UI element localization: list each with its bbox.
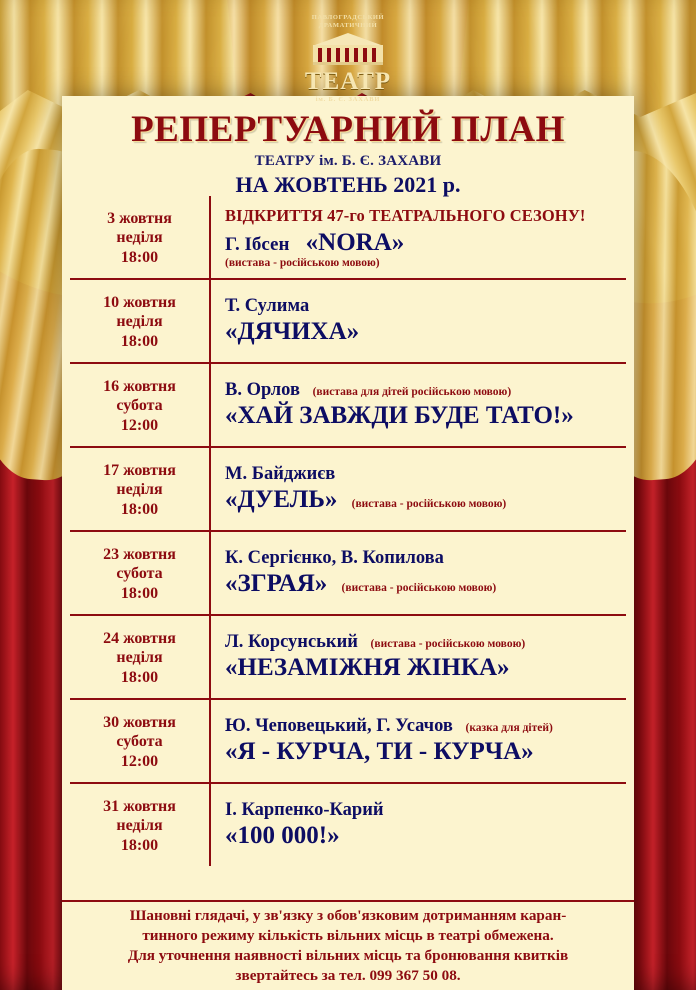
- logo-theatre-sub: ім. Б. Є. ЗАХАВИ: [315, 96, 381, 104]
- date-weekday: неділя: [116, 649, 163, 667]
- date-cell: [70, 280, 209, 362]
- play-title: «ЗГРАЯ»: [225, 570, 328, 598]
- footer-line-1: Шановні глядачі, у зв'язку з обов'язковим дотриманням каран-: [129, 906, 567, 924]
- date-time: 18:00: [120, 668, 159, 686]
- play-title: «ДЯЧИХА»: [225, 318, 360, 346]
- info-cell: [209, 700, 626, 782]
- header-subtitle: ТЕАТРУ ім. Б. Є. ЗАХАВИ: [254, 153, 442, 169]
- date-time: 12:00: [120, 752, 159, 770]
- date-time: 18:00: [120, 248, 159, 266]
- date-cell: [70, 700, 209, 782]
- date-day: 23 жовтня: [103, 545, 176, 563]
- table-row: [70, 614, 626, 698]
- date-weekday: неділя: [116, 481, 163, 499]
- author-name: К. Сергієнко, В. Копилова: [225, 547, 444, 568]
- info-cell: [209, 364, 626, 446]
- date-time: 18:00: [120, 836, 159, 854]
- date-weekday: субота: [116, 565, 163, 583]
- date-weekday: неділя: [116, 229, 163, 247]
- author-name: Т. Сулима: [225, 295, 310, 316]
- info-cell: [209, 280, 626, 362]
- date-cell: [70, 196, 209, 278]
- play-note: (вистава - російською мовою): [351, 498, 507, 511]
- play-title: «100 000!»: [225, 822, 340, 850]
- date-weekday: субота: [116, 733, 163, 751]
- footer-line-2: тинного режиму кількість вільних місць в театрі обмежена.: [142, 926, 554, 944]
- date-day: 30 жовтня: [103, 713, 176, 731]
- info-cell: [209, 448, 626, 530]
- info-cell: [209, 196, 626, 278]
- theatre-building-icon: [309, 31, 387, 65]
- date-time: 18:00: [120, 332, 159, 350]
- schedule-table: [70, 196, 626, 866]
- author-line: [225, 632, 622, 653]
- table-row: [70, 530, 626, 614]
- logo-top-line-2: ДРАМАТИЧНИЙ: [318, 22, 378, 30]
- date-cell: [70, 784, 209, 866]
- play-note: (вистава для дітей російською мовою): [312, 385, 512, 398]
- date-day: 16 жовтня: [103, 377, 176, 395]
- table-row: [70, 278, 626, 362]
- author-name: Г. Ібсен: [225, 233, 290, 255]
- info-cell: [209, 532, 626, 614]
- season-banner: ВІДКРИТТЯ 47-го ТЕАТРАЛЬНОГО СЕЗОНУ!: [225, 205, 586, 225]
- info-cell: [209, 784, 626, 866]
- content-panel: [62, 96, 634, 990]
- play-note: (казка для дітей): [465, 721, 553, 734]
- date-day: 17 жовтня: [103, 461, 176, 479]
- play-line: [225, 570, 622, 598]
- author-name: В. Орлов: [225, 379, 300, 400]
- date-day: 24 жовтня: [103, 629, 176, 647]
- theatre-logo: [280, 14, 416, 103]
- author-name: Л. Корсунський: [225, 631, 358, 652]
- date-day: 3 жовтня: [107, 209, 172, 227]
- author-and-play: [225, 229, 622, 257]
- play-title: «НЕЗАМІЖНЯ ЖІНКА»: [225, 654, 510, 682]
- author-name: І. Карпенко-Карий: [225, 799, 384, 820]
- play-line: [225, 486, 622, 514]
- logo-top-line-1: ПАВЛОГРАДСЬКИЙ: [311, 14, 385, 21]
- header-month: НА ЖОВТЕНЬ 2021 р.: [235, 172, 461, 197]
- play-note: (вистава - російською мовою): [225, 256, 380, 269]
- date-weekday: субота: [116, 397, 163, 415]
- footer-line-4: звертайтесь за тел. 099 367 50 08.: [235, 966, 461, 984]
- table-row: [70, 196, 626, 278]
- date-day: 10 жовтня: [103, 293, 176, 311]
- table-row: [70, 446, 626, 530]
- date-weekday: неділя: [116, 313, 163, 331]
- info-cell: [209, 616, 626, 698]
- header-block: [62, 108, 634, 198]
- table-row: [70, 782, 626, 866]
- date-time: 18:00: [120, 584, 159, 602]
- play-note: (вистава - російською мовою): [370, 637, 526, 650]
- footer-notice: [62, 900, 634, 986]
- date-cell: [70, 364, 209, 446]
- date-day: 31 жовтня: [103, 797, 176, 815]
- date-cell: [70, 616, 209, 698]
- date-cell: [70, 448, 209, 530]
- footer-line-3: Для уточнення наявності вільних місць та бронювання квитків: [127, 946, 569, 964]
- play-title: «Я - КУРЧА, ТИ - КУРЧА»: [225, 738, 534, 766]
- play-title: «NORA»: [305, 228, 405, 256]
- play-note: (вистава - російською мовою): [341, 582, 497, 595]
- page-title: РЕПЕРТУАРНИЙ ПЛАН: [131, 109, 565, 150]
- author-name: М. Байджиєв: [225, 463, 336, 484]
- date-time: 18:00: [120, 500, 159, 518]
- play-title: «ХАЙ ЗАВЖДИ БУДЕ ТАТО!»: [225, 402, 574, 430]
- author-name: Ю. Чеповецький, Г. Усачов: [225, 715, 453, 736]
- table-row: [70, 698, 626, 782]
- date-time: 12:00: [120, 416, 159, 434]
- date-weekday: неділя: [116, 817, 163, 835]
- table-row: [70, 362, 626, 446]
- logo-theatre-name: ТЕАТР: [304, 68, 392, 96]
- date-cell: [70, 532, 209, 614]
- play-title: «ДУЕЛЬ»: [225, 486, 338, 514]
- author-line: [225, 380, 622, 401]
- author-line: [225, 716, 622, 737]
